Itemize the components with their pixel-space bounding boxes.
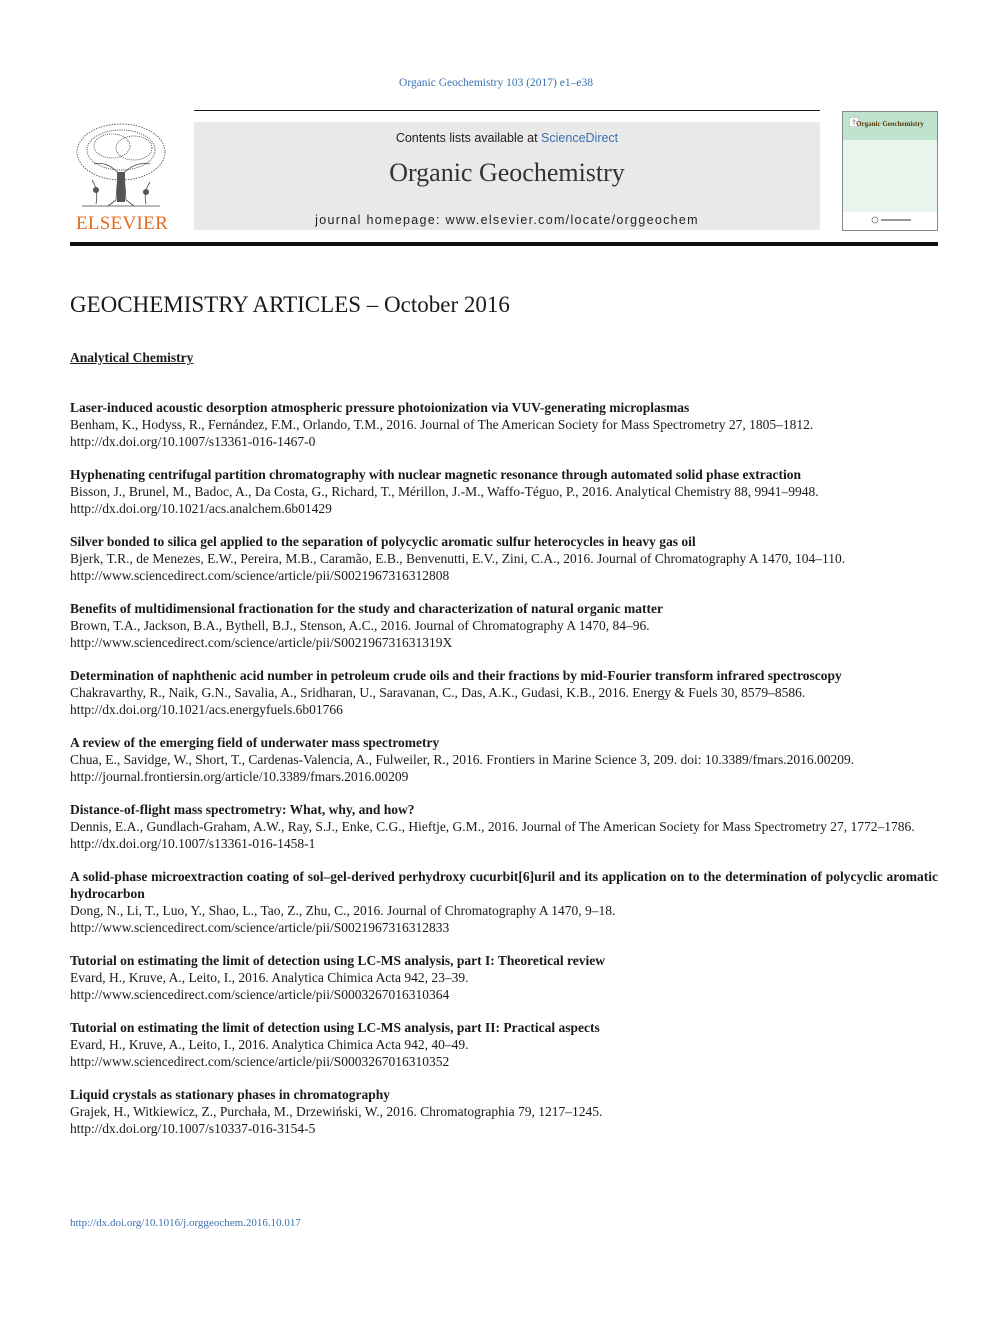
- article-title: Benefits of multidimensional fractionation for the study and characterization of natural organic matter: [70, 601, 663, 616]
- article-entry: [70, 399, 938, 450]
- article-doi-link[interactable]: http://dx.doi.org/10.1016/j.orggeochem.2016.10.017: [70, 1217, 301, 1229]
- article-reference: Chakravarthy, R., Naik, G.N., Savalia, A., Sridharan, U., Saravanan, C., Das, A.K., Gudasi, K.B., 2016. Energy & Fuels 30, 8579–8586.: [70, 685, 806, 700]
- article-entry: [70, 466, 938, 517]
- article-reference: Dong, N., Li, T., Luo, Y., Shao, L., Tao, Z., Zhu, C., 2016. Journal of Chromatography A 1470, 9–18.: [70, 903, 616, 918]
- article-title: Liquid crystals as stationary phases in chromatography: [70, 1087, 391, 1102]
- article-link[interactable]: http://journal.frontiersin.org/article/10.3389/fmars.2016.00209: [70, 769, 409, 784]
- journal-homepage[interactable]: journal homepage: www.elsevier.com/locate/orggeochem: [315, 213, 699, 227]
- article-link[interactable]: http://dx.doi.org/10.1007/s10337-016-3154-5: [70, 1121, 316, 1136]
- cover-publisher-icon: [871, 216, 915, 224]
- journal-cover-thumbnail[interactable]: [842, 111, 938, 231]
- article-reference: Evard, H., Kruve, A., Leito, I., 2016. Analytica Chimica Acta 942, 23–39.: [70, 970, 469, 985]
- publisher-logo[interactable]: [70, 120, 174, 232]
- header-divider: [70, 242, 938, 246]
- article-reference: Grajek, H., Witkiewicz, Z., Purchała, M., Drzewiński, W., 2016. Chromatographia 79, 1217–1245.: [70, 1104, 603, 1119]
- article-title: Tutorial on estimating the limit of detection using LC-MS analysis, part I: Theoretical review: [70, 953, 605, 968]
- article-reference: Evard, H., Kruve, A., Leito, I., 2016. Analytica Chimica Acta 942, 40–49.: [70, 1037, 469, 1052]
- header-rule: [194, 110, 820, 111]
- article-link[interactable]: http://dx.doi.org/10.1007/s13361-016-1467-0: [70, 434, 316, 449]
- article-link[interactable]: http://dx.doi.org/10.1021/acs.analchem.6b01429: [70, 501, 332, 516]
- article-title: Silver bonded to silica gel applied to the separation of polycyclic aromatic sulfur heterocycles in heavy gas oil: [70, 534, 696, 549]
- article-link[interactable]: http://www.sciencedirect.com/science/article/pii/S0003267016310364: [70, 987, 450, 1002]
- article-reference: Bjerk, T.R., de Menezes, E.W., Pereira, M.B., Caramão, E.B., Benvenutti, E.V., Zini, C.A., 2016. Journal of Chromatography A 1470, 104–110.: [70, 551, 846, 566]
- sciencedirect-link[interactable]: ScienceDirect: [541, 131, 619, 145]
- contents-prefix: Contents lists available at: [395, 131, 542, 145]
- article-link[interactable]: http://dx.doi.org/10.1021/acs.energyfuels.6b01766: [70, 702, 343, 717]
- journal-citation[interactable]: Organic Geochemistry 103 (2017) e1–e38: [399, 77, 593, 89]
- contents-line: [194, 131, 820, 145]
- article-link[interactable]: http://dx.doi.org/10.1007/s13361-016-1458-1: [70, 836, 316, 851]
- article-list: [70, 399, 938, 1153]
- article-title: Hyphenating centrifugal partition chromatography with nuclear magnetic resonance through automated solid phase extraction: [70, 467, 801, 482]
- article-reference: Brown, T.A., Jackson, B.A., Bythell, B.J., Stenson, A.C., 2016. Journal of Chromatography A 1470, 84–96.: [70, 618, 650, 633]
- cover-body: [843, 140, 937, 212]
- article-entry: [70, 667, 938, 718]
- section-heading: Analytical Chemistry: [70, 350, 194, 365]
- article-entry: [70, 868, 938, 936]
- journal-header: [70, 110, 938, 232]
- article-title: A review of the emerging field of underwater mass spectrometry: [70, 735, 440, 750]
- cover-title: Organic Geochemistry: [856, 120, 924, 128]
- article-entry: [70, 533, 938, 584]
- article-link[interactable]: http://www.sciencedirect.com/science/article/pii/S0021967316312833: [70, 920, 450, 935]
- article-title: Distance-of-flight mass spectrometry: What, why, and how?: [70, 802, 415, 817]
- journal-banner: [194, 122, 820, 230]
- article-title: Determination of naphthenic acid number in petroleum crude oils and their fractions by mid-Fourier transform infrared spectroscopy: [70, 668, 842, 683]
- article-title: Tutorial on estimating the limit of detection using LC-MS analysis, part II: Practical aspects: [70, 1020, 600, 1035]
- article-link[interactable]: http://www.sciencedirect.com/science/article/pii/S0021967316312808: [70, 568, 450, 583]
- elsevier-tree-icon: [72, 120, 170, 210]
- article-title: A solid-phase microextraction coating of sol–gel-derived perhydroxy cucurbit[6]uril and its application on to the determination of polycyclic aromatic hydrocarbon: [70, 869, 938, 901]
- article-link[interactable]: http://www.sciencedirect.com/science/article/pii/S002196731631319X: [70, 635, 453, 650]
- article-entry: [70, 1086, 938, 1137]
- article-reference: Dennis, E.A., Gundlach-Graham, A.W., Ray, S.J., Enke, C.G., Hieftje, G.M., 2016. Journal of The American Society for Mass Spectrometry 27, 1772–1786.: [70, 819, 915, 834]
- article-entry: [70, 600, 938, 651]
- article-reference: Chua, E., Savidge, W., Short, T., Cardenas-Valencia, A., Fulweiler, R., 2016. Frontiers in Marine Science 3, 209. doi: 10.3389/fmars.2016.00209.: [70, 752, 855, 767]
- article-link[interactable]: http://www.sciencedirect.com/science/article/pii/S0003267016310352: [70, 1054, 450, 1069]
- article-entry: [70, 952, 938, 1003]
- journal-title: Organic Geochemistry: [389, 158, 625, 187]
- article-reference: Bisson, J., Brunel, M., Badoc, A., Da Costa, G., Richard, T., Mérillon, J.-M., Waffo-Téguo, P., 2016. Analytical Chemistry 88, 9941–9948.: [70, 484, 819, 499]
- article-entry: [70, 801, 938, 852]
- article-entry: [70, 1019, 938, 1070]
- page-title: GEOCHEMISTRY ARTICLES – October 2016: [70, 292, 510, 317]
- publisher-name: ELSEVIER: [75, 213, 169, 234]
- article-reference: Benham, K., Hodyss, R., Fernández, F.M., Orlando, T.M., 2016. Journal of The American Society for Mass Spectrometry 27, 1805–1812.: [70, 417, 814, 432]
- article-entry: [70, 734, 938, 785]
- article-title: Laser-induced acoustic desorption atmospheric pressure photoionization via VUV-generating microplasmas: [70, 400, 690, 415]
